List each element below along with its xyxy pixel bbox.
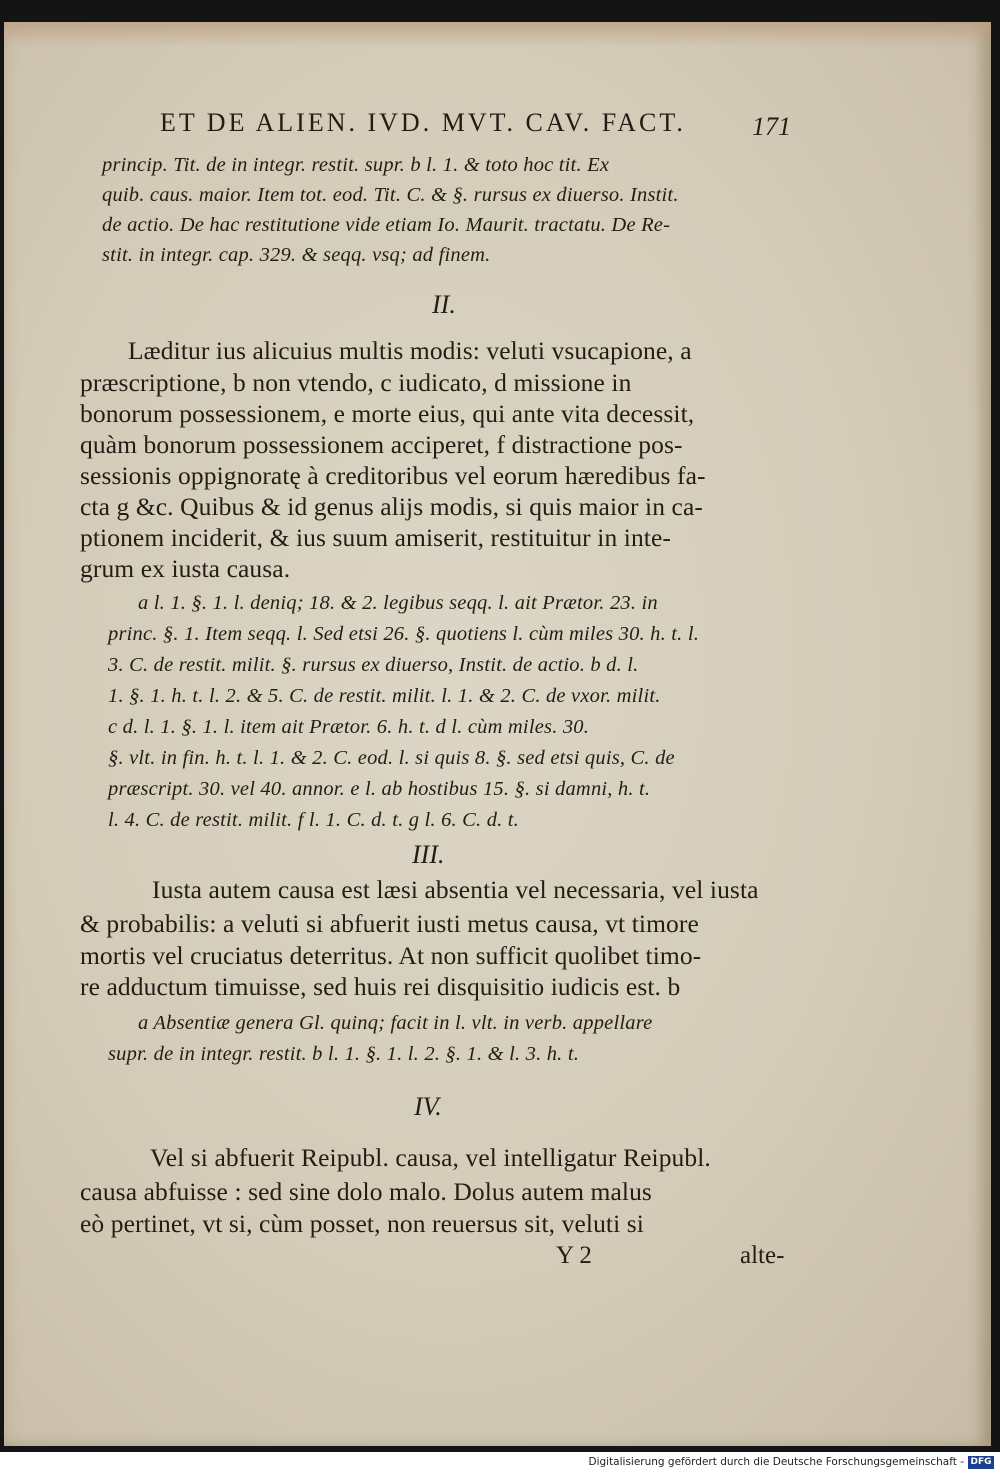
section-number: II. bbox=[432, 290, 456, 319]
text-line: ptionem inciderit, & ius suum amiserit, restituitur in inte- bbox=[80, 523, 671, 552]
note-line: præscript. 30. vel 40. annor. e l. ab hostibus 15. §. si damni, h. t. bbox=[108, 778, 651, 800]
footer-bar bbox=[0, 1452, 1000, 1474]
text-line: sessionis oppignoratę à creditoribus vel eorum hæredibus fa- bbox=[80, 461, 706, 490]
note-line: princip. Tit. de in integr. restit. supr. b l. 1. & toto hoc tit. Ex bbox=[102, 154, 610, 176]
note-line: quib. caus. maior. Item tot. eod. Tit. C. & §. rursus ex diuerso. Instit. bbox=[102, 184, 679, 206]
text-line: quàm bonorum possessionem acciperet, f distractione pos- bbox=[80, 430, 683, 459]
catchword: alte- bbox=[740, 1242, 785, 1269]
note-line: stit. in integr. cap. 329. & seqq. vsq; ad finem. bbox=[102, 244, 491, 266]
signature-mark: Y 2 bbox=[556, 1242, 592, 1269]
note-line: c d. l. 1. §. 1. l. item ait Prætor. 6. h. t. d l. cùm miles. 30. bbox=[108, 716, 590, 738]
note-line: de actio. De hac restitutione vide etiam Io. Maurit. tractatu. De Re- bbox=[102, 214, 671, 236]
page-edge-stain bbox=[4, 22, 991, 48]
note-line: a l. 1. §. 1. l. deniq; 18. & 2. legibus seqq. l. ait Prætor. 23. in bbox=[138, 592, 658, 614]
text-line: eò pertinet, vt si, cùm posset, non reuersus sit, veluti si bbox=[80, 1209, 644, 1238]
text-line: Iusta autem causa est læsi absentia vel necessaria, vel iusta bbox=[152, 875, 759, 904]
note-line: 3. C. de restit. milit. §. rursus ex diuerso, Instit. de actio. b d. l. bbox=[108, 654, 639, 676]
note-line: §. vlt. in fin. h. t. l. 1. & 2. C. eod. l. si quis 8. §. sed etsi quis, C. de bbox=[108, 747, 675, 769]
note-line: a Absentiæ genera Gl. quinq; facit in l. vlt. in verb. appellare bbox=[138, 1012, 653, 1034]
text-line: causa abfuisse : sed sine dolo malo. Dolus autem malus bbox=[80, 1177, 652, 1206]
text-line: mortis vel cruciatus deterritus. At non sufficit quolibet timo- bbox=[80, 941, 702, 970]
text-line: Læditur ius alicuius multis modis: veluti vsucapione, a bbox=[128, 336, 692, 365]
dfg-logo-icon: DFG bbox=[968, 1456, 994, 1469]
note-line: supr. de in integr. restit. b l. 1. §. 1. l. 2. §. 1. & l. 3. h. t. bbox=[108, 1043, 580, 1065]
text-line: re adductum timuisse, sed huis rei disquisitio iudicis est. b bbox=[80, 972, 681, 1001]
section-number: IV. bbox=[414, 1092, 442, 1121]
text-line: cta g &c. Quibus & id genus alijs modis, si quis maior in ca- bbox=[80, 492, 703, 521]
text-line: & probabilis: a veluti si abfuerit iusti metus causa, vt timore bbox=[80, 909, 699, 938]
footer-credit: Digitalisierung gefördert durch die Deutsche Forschungsgemeinschaft - bbox=[588, 1456, 964, 1468]
note-line: princ. §. 1. Item seqq. l. Sed etsi 26. §. quotiens l. cùm miles 30. h. t. l. bbox=[108, 623, 700, 645]
section-number: III. bbox=[412, 840, 445, 869]
text-line: præscriptione, b non vtendo, c iudicato, d missione in bbox=[80, 368, 632, 397]
text-line: bonorum possessionem, e morte eius, qui ante vita decessit, bbox=[80, 399, 695, 428]
note-line: 1. §. 1. h. t. l. 2. & 5. C. de restit. milit. l. 1. & 2. C. de vxor. milit. bbox=[108, 685, 661, 707]
note-line: l. 4. C. de restit. milit. f l. 1. C. d. t. g l. 6. C. d. t. bbox=[108, 809, 520, 831]
text-line: Vel si abfuerit Reipubl. causa, vel intelligatur Reipubl. bbox=[150, 1143, 711, 1172]
text-line: grum ex iusta causa. bbox=[80, 554, 291, 583]
running-head: ET DE ALIEN. IVD. MVT. CAV. FACT. bbox=[160, 108, 686, 137]
page-number: 171 bbox=[752, 112, 791, 141]
